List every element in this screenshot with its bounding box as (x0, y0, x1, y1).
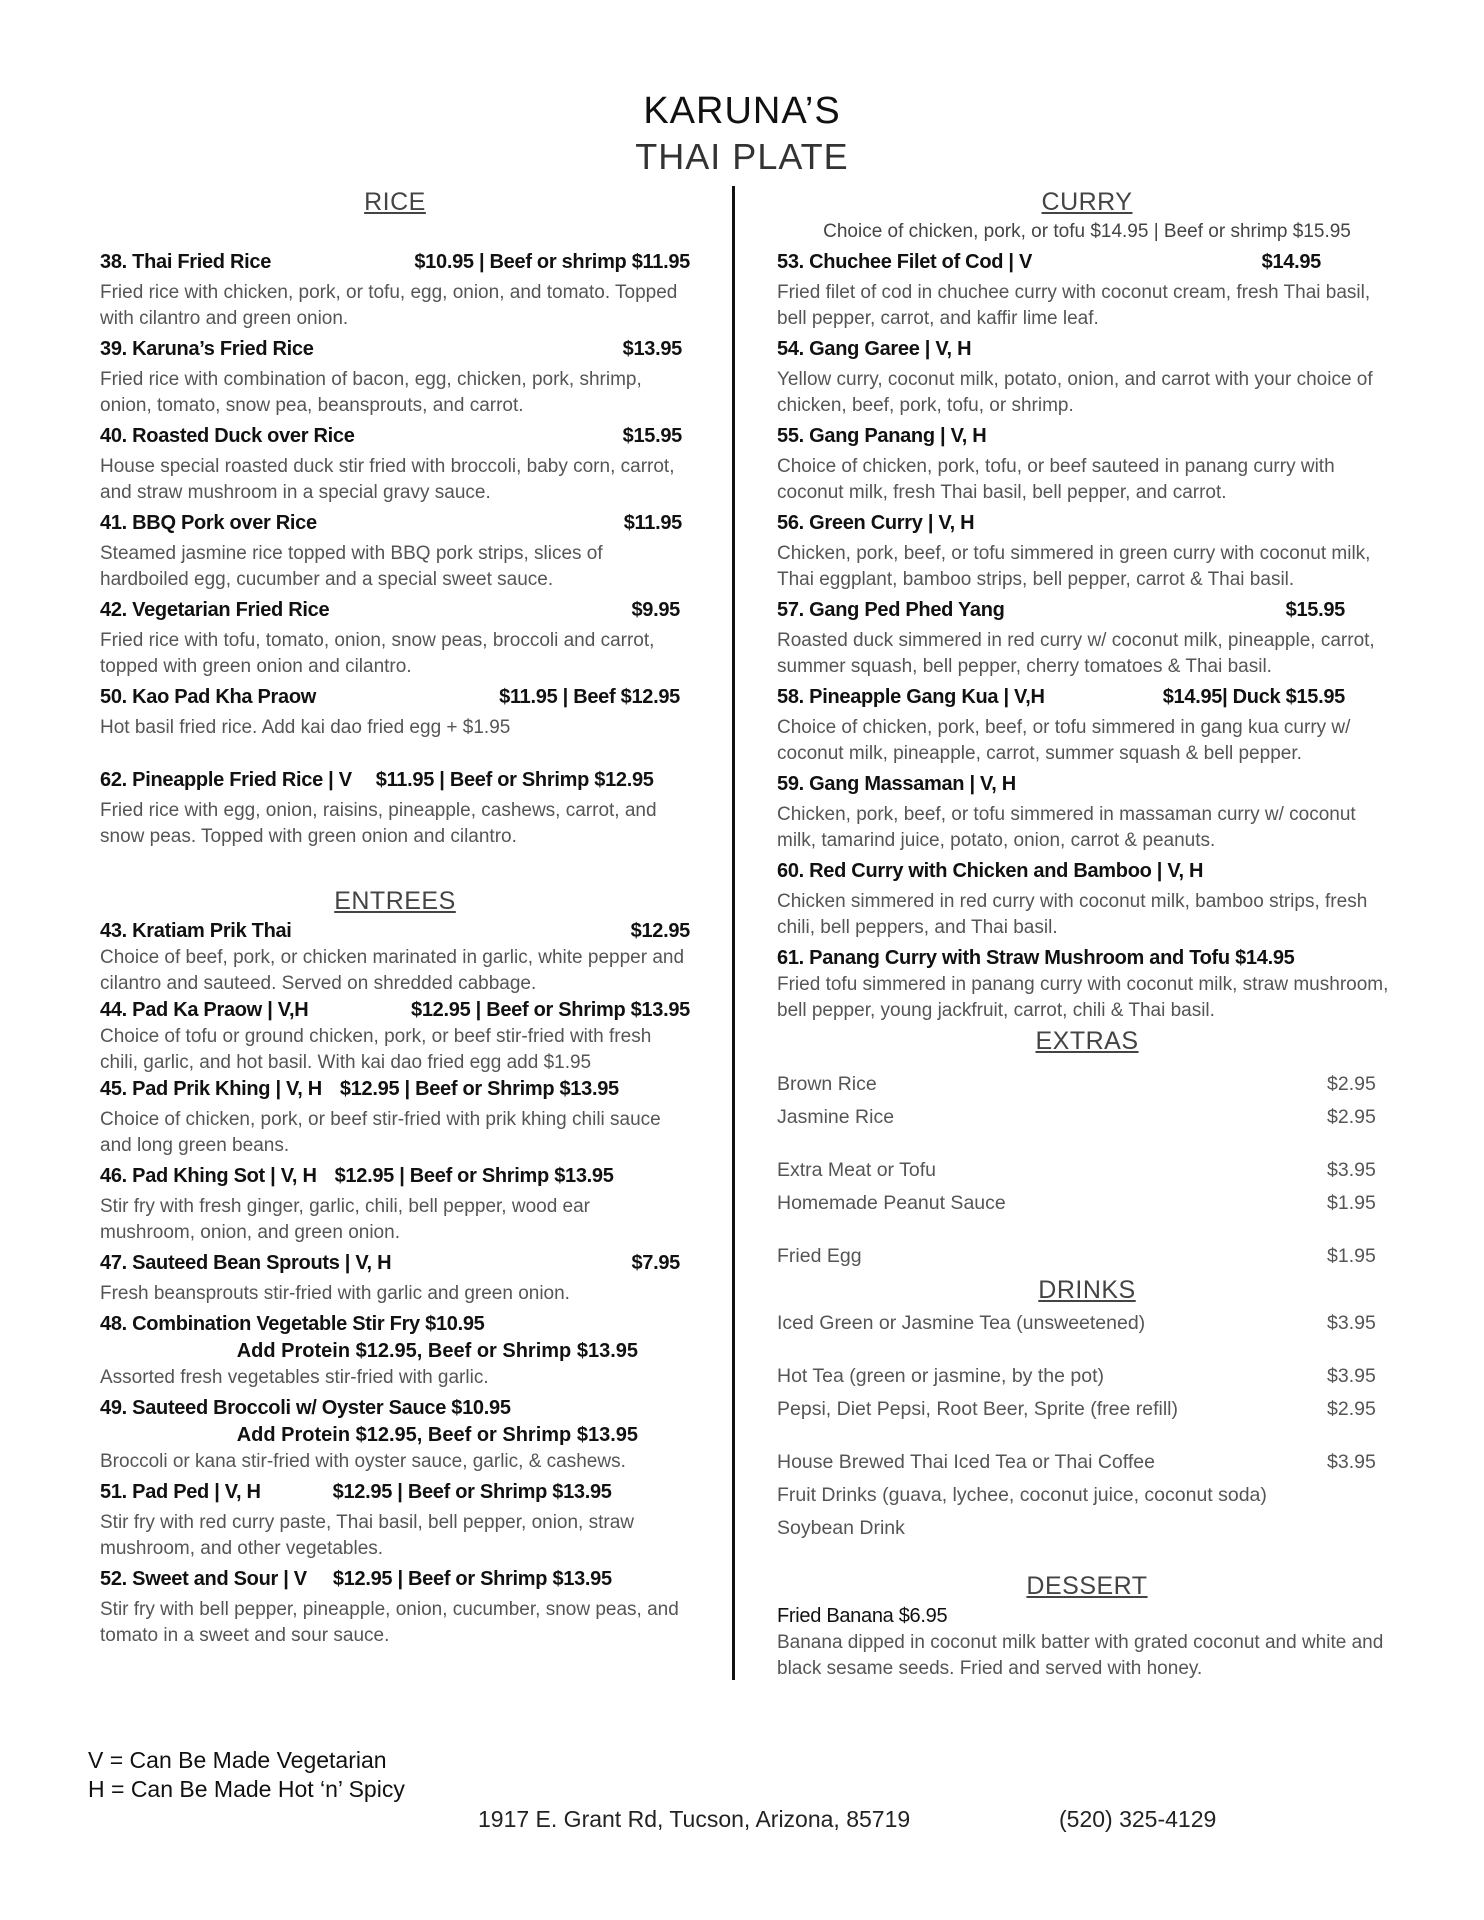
drink-row (777, 1512, 1397, 1545)
item-description: Fried rice with combination of bacon, egg, chicken, pork, shrimp, onion, tomato, snow pea, beansprouts, and carrot. (100, 369, 642, 416)
item-price: $12.95 | Beef or Shrimp $13.95 (334, 1165, 614, 1187)
item-description: Choice of beef, pork, or chicken marinated in garlic, white pepper and cilantro and sauteed. Served on shredded cabbage. (100, 947, 685, 994)
menu-item (100, 336, 690, 419)
drink-price: $3.95 (1327, 1365, 1376, 1387)
item-description: Steamed jasmine rice topped with BBQ pork strips, slices of hardboiled egg, cucumber and a special sweet sauce. (100, 543, 603, 590)
menu-item (777, 684, 1397, 767)
item-name: 52. Sweet and Sour | V (100, 1568, 307, 1590)
menu-item (777, 336, 1397, 419)
extra-name: Brown Rice (777, 1073, 877, 1095)
item-price: $14.95| Duck $15.95 (1162, 686, 1345, 708)
extra-row (777, 1240, 1397, 1273)
item-name: 38. Thai Fried Rice (100, 251, 272, 273)
item-name: 57. Gang Ped Phed Yang (777, 599, 1005, 621)
menu-item (100, 249, 690, 332)
drink-price: $3.95 (1327, 1312, 1376, 1334)
rice-heading: RICE (364, 188, 426, 216)
legend-spicy: H = Can Be Made Hot ‘n’ Spicy (88, 1776, 405, 1802)
extra-name: Homemade Peanut Sauce (777, 1192, 1006, 1214)
item-description: Choice of chicken, pork, tofu, or beef sauteed in panang curry with coconut milk, fresh Thai basil, bell pepper, and carrot. (777, 456, 1335, 503)
extra-row (777, 1101, 1397, 1134)
menu-item (100, 597, 690, 680)
item-name: 45. Pad Prik Khing | V, H (100, 1078, 322, 1100)
item-description: Fried rice with egg, onion, raisins, pineapple, cashews, carrot, and snow peas. Topped with green onion and cilantro. (100, 800, 657, 847)
item-addon-price: Add Protein $12.95, Beef or Shrimp $13.95 (236, 1340, 638, 1362)
item-addon-price: Add Protein $12.95, Beef or Shrimp $13.95 (236, 1424, 638, 1446)
dessert-name: Fried Banana $6.95 (777, 1605, 948, 1627)
menu-item (100, 997, 690, 1076)
menu-item (100, 510, 690, 593)
menu-item (100, 1479, 690, 1562)
menu-item (100, 1395, 690, 1475)
item-name: 59. Gang Massaman | V, H (777, 773, 1016, 795)
extra-price: $1.95 (1327, 1192, 1376, 1214)
item-price: $13.95 (622, 338, 682, 360)
extra-name: Extra Meat or Tofu (777, 1159, 936, 1181)
drink-name: Pepsi, Diet Pepsi, Root Beer, Sprite (free refill) (777, 1398, 1178, 1420)
item-price: $14.95 (1261, 251, 1321, 273)
extra-price: $1.95 (1327, 1245, 1376, 1267)
menu-item (777, 510, 1397, 593)
item-price: $11.95 | Beef or Shrimp $12.95 (375, 769, 654, 791)
item-price: $11.95 (623, 512, 682, 534)
item-price: $7.95 (631, 1252, 680, 1274)
item-description: Broccoli or kana stir-fried with oyster sauce, garlic, & cashews. (100, 1451, 626, 1472)
item-name: 39. Karuna’s Fried Rice (100, 338, 314, 360)
item-name: 58. Pineapple Gang Kua | V,H (777, 686, 1045, 708)
item-name: 42. Vegetarian Fried Rice (100, 599, 330, 621)
menu-header (0, 88, 1484, 180)
item-name: 60. Red Curry with Chicken and Bamboo | V, H (777, 860, 1204, 882)
menu-item (777, 945, 1397, 1024)
drink-price: $3.95 (1327, 1451, 1376, 1473)
extra-row (777, 1187, 1397, 1220)
item-name: 49. Sauteed Broccoli w/ Oyster Sauce $10.95 (100, 1397, 511, 1419)
extra-name: Fried Egg (777, 1245, 862, 1267)
menu-item (777, 858, 1397, 941)
restaurant-name: KARUNA’S (643, 90, 841, 132)
drink-name: Hot Tea (green or jasmine, by the pot) (777, 1365, 1104, 1387)
item-name: 50. Kao Pad Kha Praow (100, 686, 316, 708)
item-description: Assorted fresh vegetables stir-fried with garlic. (100, 1367, 489, 1388)
item-description: Choice of chicken, pork, beef, or tofu simmered in gang kua curry w/ coconut milk, pineapple, carrot, summer squash & bell pepper. (777, 717, 1351, 764)
item-price: $12.95 | Beef or Shrimp $13.95 (332, 1568, 612, 1590)
extra-price: $2.95 (1327, 1106, 1376, 1128)
item-name: 62. Pineapple Fried Rice | V (100, 769, 352, 791)
menu-item (100, 1566, 690, 1649)
item-description: Chicken simmered in red curry with coconut milk, bamboo strips, fresh chili, bell peppers, and Thai basil. (777, 891, 1368, 938)
menu-item (100, 1076, 690, 1159)
left-column (100, 185, 690, 1653)
item-name: 56. Green Curry | V, H (777, 512, 975, 534)
item-description: Stir fry with bell pepper, pineapple, onion, cucumber, snow peas, and tomato in a sweet and sour sauce. (100, 1599, 679, 1646)
item-description: Choice of tofu or ground chicken, pork, or beef stir-fried with fresh chili, garlic, and hot basil. With kai dao fried egg add $1.95 (100, 1026, 652, 1073)
item-price: $12.95 | Beef or Shrimp $13.95 (411, 999, 690, 1021)
extra-row (777, 1068, 1397, 1101)
extra-row (777, 1154, 1397, 1187)
item-name: 46. Pad Khing Sot | V, H (100, 1165, 317, 1187)
item-name: 47. Sauteed Bean Sprouts | V, H (100, 1252, 392, 1274)
item-description: Stir fry with fresh ginger, garlic, chili, bell pepper, wood ear mushroom, onion, and green onion. (100, 1196, 591, 1243)
item-description: House special roasted duck stir fried with broccoli, baby corn, carrot, and straw mushroom in a special gravy sauce. (100, 456, 675, 503)
item-price: $15.95 (1285, 599, 1345, 621)
item-description: Stir fry with red curry paste, Thai basil, bell pepper, onion, straw mushroom, and other vegetables. (100, 1512, 635, 1559)
item-name: 44. Pad Ka Praow | V,H (100, 999, 309, 1021)
item-description: Hot basil fried rice. Add kai dao fried egg + $1.95 (100, 717, 511, 738)
item-price: $11.95 | Beef $12.95 (499, 686, 680, 708)
legend-vegetarian: V = Can Be Made Vegetarian (88, 1747, 387, 1773)
item-price: $12.95 | Beef or Shrimp $13.95 (332, 1481, 612, 1503)
extra-name: Jasmine Rice (777, 1106, 895, 1128)
menu-item (777, 249, 1397, 332)
curry-note: Choice of chicken, pork, or tofu $14.95 | Beef or shrimp $15.95 (823, 221, 1351, 242)
item-description: Chicken, pork, beef, or tofu simmered in green curry with coconut milk, Thai eggplant, bamboo strips, bell pepper, carrot & Thai basil. (777, 543, 1371, 590)
item-name: 53. Chuchee Filet of Cod | V (777, 251, 1033, 273)
drink-row (777, 1479, 1397, 1512)
drink-row (777, 1393, 1397, 1426)
item-price: $10.95 | Beef or shrimp $11.95 (414, 251, 690, 273)
drink-name: Iced Green or Jasmine Tea (unsweetened) (777, 1312, 1146, 1334)
item-name: 54. Gang Garee | V, H (777, 338, 972, 360)
item-description: Fried tofu simmered in panang curry with coconut milk, straw mushroom, bell pepper, young jackfruit, carrot, chili & Thai basil. (777, 974, 1389, 1021)
entrees-heading: ENTREES (334, 887, 456, 915)
footer-address: 1917 E. Grant Rd, Tucson, Arizona, 85719 (478, 1806, 911, 1832)
item-name: 43. Kratiam Prik Thai (100, 920, 292, 942)
item-name: 40. Roasted Duck over Rice (100, 425, 355, 447)
item-description: Chicken, pork, beef, or tofu simmered in massaman curry w/ coconut milk, tamarind juice, potato, onion, carrot & peanuts. (777, 804, 1356, 851)
item-price: $12.95 (630, 920, 690, 942)
item-name: 41. BBQ Pork over Rice (100, 512, 317, 534)
drinks-heading: DRINKS (1038, 1276, 1136, 1304)
item-description: Fried rice with chicken, pork, or tofu, egg, onion, and tomato. Topped with cilantro and green onion. (100, 282, 678, 329)
menu-item (777, 423, 1397, 506)
item-description: Yellow curry, coconut milk, potato, onion, and carrot with your choice of chicken, beef, pork, tofu, or shrimp. (777, 369, 1373, 416)
restaurant-subtitle: THAI PLATE (635, 136, 849, 177)
curry-heading: CURRY (1041, 188, 1133, 216)
dessert-description: Banana dipped in coconut milk batter with grated coconut and white and black sesame seeds. Fried and served with honey. (777, 1632, 1384, 1679)
menu-item (100, 684, 690, 741)
menu-item (100, 1311, 690, 1391)
drink-name: House Brewed Thai Iced Tea or Thai Coffee (777, 1451, 1155, 1473)
dessert-heading: DESSERT (1026, 1572, 1148, 1600)
drink-price: $2.95 (1327, 1398, 1376, 1420)
menu-item (777, 597, 1397, 680)
item-name: 51. Pad Ped | V, H (100, 1481, 261, 1503)
menu-item (100, 918, 690, 997)
menu-item (100, 1163, 690, 1246)
drink-row (777, 1446, 1397, 1479)
item-description: Choice of chicken, pork, or beef stir-fried with prik khing chili sauce and long green beans. (100, 1109, 661, 1156)
drink-row (777, 1307, 1397, 1340)
item-description: Fried filet of cod in chuchee curry with coconut cream, fresh Thai basil, bell pepper, carrot, and kaffir lime leaf. (777, 282, 1371, 329)
item-name: 55. Gang Panang | V, H (777, 425, 987, 447)
item-price: $12.95 | Beef or Shrimp $13.95 (339, 1078, 619, 1100)
menu-item (100, 767, 690, 850)
drink-name: Fruit Drinks (guava, lychee, coconut juice, coconut soda) (777, 1484, 1267, 1506)
extra-price: $2.95 (1327, 1073, 1376, 1095)
item-description: Fresh beansprouts stir-fried with garlic and green onion. (100, 1283, 570, 1304)
menu-item (777, 771, 1397, 854)
item-price: $15.95 (622, 425, 682, 447)
menu-item (100, 423, 690, 506)
extra-price: $3.95 (1327, 1159, 1376, 1181)
item-name: 61. Panang Curry with Straw Mushroom and Tofu $14.95 (777, 947, 1295, 969)
drink-row (777, 1360, 1397, 1393)
menu-item (100, 1250, 690, 1307)
item-description: Fried rice with tofu, tomato, onion, snow peas, broccoli and carrot, topped with green onion and cilantro. (100, 630, 655, 677)
footer-phone: (520) 325-4129 (1059, 1806, 1217, 1832)
right-column (777, 185, 1397, 1686)
item-description: Roasted duck simmered in red curry w/ coconut milk, pineapple, carrot, summer squash, bell pepper, cherry tomatoes & Thai basil. (777, 630, 1375, 677)
extras-heading: EXTRAS (1035, 1027, 1139, 1055)
item-name: 48. Combination Vegetable Stir Fry $10.95 (100, 1313, 485, 1335)
drink-name: Soybean Drink (777, 1517, 905, 1539)
column-divider (732, 186, 735, 1680)
legend (88, 1746, 405, 1804)
item-price: $9.95 (631, 599, 680, 621)
